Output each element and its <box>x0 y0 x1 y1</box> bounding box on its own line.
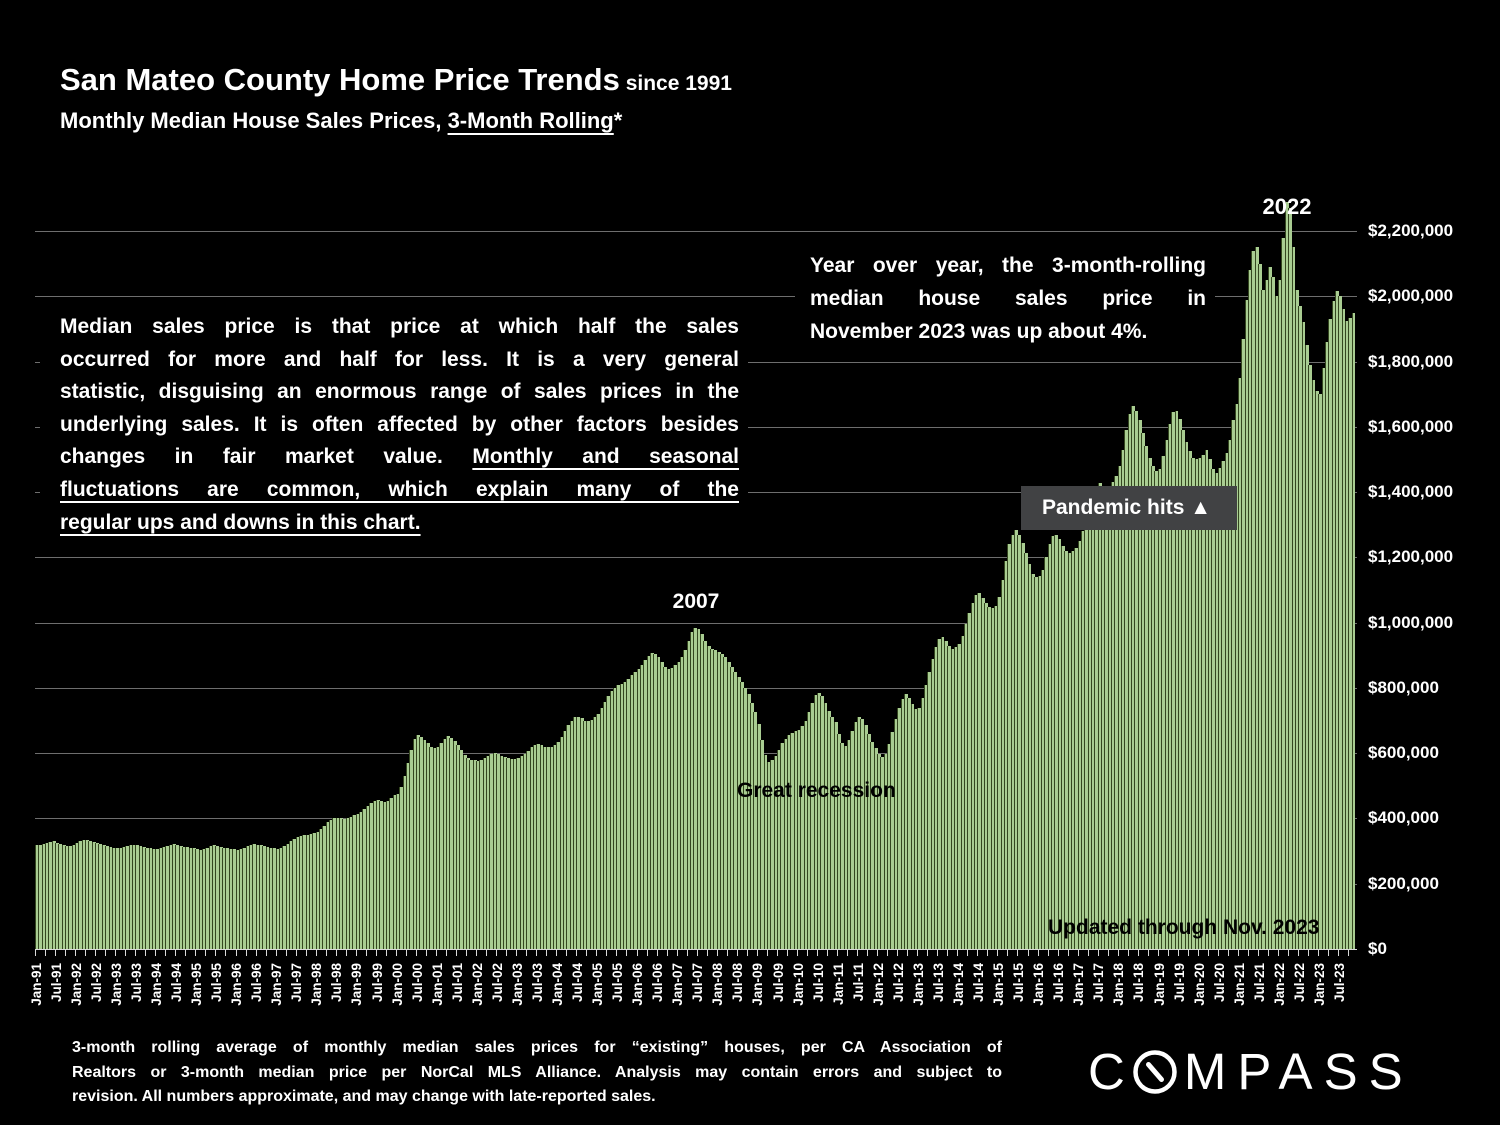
yoy-annotation-text <box>810 249 1206 348</box>
x-axis-label: Jul-19 <box>1171 963 1187 1003</box>
x-axis-label: Jul-99 <box>369 963 385 1003</box>
text-line: 3-month rolling average of monthly median sales prices for “existing” houses, per CA Association of <box>72 1039 1002 1056</box>
x-axis-label: Jul-95 <box>209 963 225 1003</box>
y-axis-label: $1,600,000 <box>1368 416 1454 436</box>
x-axis-label: Jul-10 <box>810 963 826 1003</box>
x-axis-label: Jan-17 <box>1071 963 1087 1006</box>
x-axis-label: Jan-22 <box>1271 963 1287 1006</box>
x-axis-label: Jan-09 <box>750 963 766 1006</box>
y-axis-label: $800,000 <box>1368 677 1439 697</box>
x-axis-label: Jan-95 <box>189 963 205 1006</box>
text-line: Year over year, the 3-month-rolling <box>810 254 1206 277</box>
x-axis-label: Jan-04 <box>549 963 565 1006</box>
x-axis-label: Jan-23 <box>1311 963 1327 1006</box>
y-axis-label: $400,000 <box>1368 808 1439 828</box>
compass-logo-mpass: MPASS <box>1183 1043 1414 1100</box>
subtitle-underlined: 3-Month Rolling <box>447 108 614 133</box>
great-recession-label: Great recession <box>737 779 896 802</box>
compass-o-icon <box>1132 1049 1178 1095</box>
x-axis-label: Jan-08 <box>710 963 726 1006</box>
x-axis-label: Jan-18 <box>1111 963 1127 1006</box>
x-axis-label: Jul-06 <box>650 963 666 1003</box>
x-axis-label: Jan-99 <box>349 963 365 1006</box>
y-axis-label: $1,000,000 <box>1368 612 1454 632</box>
x-axis-label: Jul-23 <box>1331 963 1347 1003</box>
x-axis-label: Jul-91 <box>48 963 64 1003</box>
compass-logo-c: C <box>1088 1043 1136 1100</box>
x-axis-label: Jan-94 <box>148 963 164 1006</box>
x-axis-label: Jul-09 <box>770 963 786 1003</box>
x-axis-label: Jan-10 <box>790 963 806 1006</box>
x-axis-label: Jul-15 <box>1011 963 1027 1003</box>
x-axis-label: Jul-97 <box>289 963 305 1003</box>
y-axis-label: $1,200,000 <box>1368 547 1454 567</box>
y-axis-label: $0 <box>1368 939 1387 958</box>
text-line: revision. All numbers approximate, and may change with late-reported sales. <box>72 1088 656 1105</box>
peak-2022-label: 2022 <box>1262 194 1312 219</box>
y-axis-label: $2,200,000 <box>1368 221 1454 241</box>
text-line: November 2023 was up about 4%. <box>810 320 1148 343</box>
x-axis-label: Jul-98 <box>329 963 345 1003</box>
compass-logo <box>1088 1042 1414 1102</box>
y-axis-label: $200,000 <box>1368 873 1439 893</box>
updated-through-label: Updated through Nov. 2023 <box>1048 916 1320 939</box>
x-axis-label: Jan-97 <box>269 963 285 1006</box>
peak-2007-label: 2007 <box>672 590 720 613</box>
title-main: San Mateo County Home Price Trends <box>60 62 620 97</box>
x-axis-label: Jan-16 <box>1031 963 1047 1006</box>
x-axis-label: Jan-96 <box>229 963 245 1006</box>
text-line: fluctuations are common, which explain many of the <box>60 477 739 501</box>
x-axis-label: Jan-19 <box>1151 963 1167 1006</box>
y-axis-label: $1,400,000 <box>1368 482 1454 502</box>
x-axis-label: Jul-96 <box>249 963 265 1003</box>
x-axis-label: Jan-06 <box>630 963 646 1006</box>
x-axis-label: Jan-02 <box>469 963 485 1006</box>
text-line: Median sales price is that price at which half the sales <box>60 315 739 338</box>
text-line: Realtors or 3-month median price per NorCal MLS Alliance. Analysis may contain errors and subject to <box>72 1063 1002 1081</box>
x-axis-label: Jul-20 <box>1211 963 1227 1003</box>
text-line: statistic, disguising an enormous range of sales prices in the <box>60 380 739 404</box>
x-axis-label: Jul-17 <box>1091 963 1107 1003</box>
x-axis-label: Jan-13 <box>910 963 926 1006</box>
y-axis-label: $1,800,000 <box>1368 351 1454 371</box>
text-line: changes in fair market value. Monthly and seasonal <box>60 445 740 469</box>
subtitle-asterisk: * <box>613 108 623 133</box>
x-axis-label: Jan-98 <box>309 963 325 1006</box>
x-axis-label: Jul-00 <box>409 963 425 1003</box>
x-axis-label: Jul-18 <box>1131 963 1147 1003</box>
x-axis-label: Jan-20 <box>1191 963 1207 1006</box>
x-axis-label: Jul-04 <box>570 963 586 1003</box>
y-axis-label: $600,000 <box>1368 743 1439 763</box>
page-subtitle <box>60 108 622 134</box>
x-axis-label: Jul-13 <box>930 963 946 1003</box>
x-axis-label: Jan-07 <box>670 963 686 1006</box>
page-title <box>60 62 732 98</box>
x-axis-label: Jan-93 <box>108 963 124 1006</box>
x-axis-label: Jan-15 <box>991 963 1007 1006</box>
x-axis-label: Jul-02 <box>489 963 505 1003</box>
x-axis-label: Jan-92 <box>68 963 84 1006</box>
text-line: regular ups and downs in this chart. <box>60 510 421 534</box>
x-axis-label: Jul-08 <box>730 963 746 1003</box>
median-explainer-text <box>60 311 739 539</box>
x-axis-label: Jul-05 <box>610 963 626 1003</box>
x-axis-label: Jan-05 <box>590 963 606 1006</box>
x-axis-label: Jan-11 <box>830 963 846 1006</box>
title-since: since 1991 <box>619 72 732 95</box>
text-line: median house sales price in <box>810 287 1206 310</box>
x-axis-label: Jan-00 <box>389 963 405 1006</box>
x-axis-label: Jan-14 <box>951 963 966 1006</box>
x-axis-label: Jul-16 <box>1051 963 1067 1003</box>
x-axis-label: Jul-01 <box>449 963 465 1003</box>
x-axis-label: Jul-07 <box>690 963 706 1003</box>
x-axis-label: Jul-21 <box>1251 963 1267 1003</box>
text-line: underlying sales. It is often affected by other factors besides <box>60 412 739 436</box>
y-axis-label: $2,000,000 <box>1368 286 1454 306</box>
x-axis-label: Jul-22 <box>1291 963 1307 1003</box>
x-axis-label: Jul-14 <box>971 963 987 1003</box>
x-axis-label: Jul-12 <box>890 963 906 1003</box>
x-axis-label: Jul-94 <box>169 963 185 1003</box>
x-axis-label: Jan-91 <box>28 963 44 1006</box>
pandemic-hits-label: Pandemic hits ▲ <box>1042 496 1211 519</box>
x-axis-label: Jul-11 <box>850 963 866 1002</box>
subtitle-plain: Monthly Median House Sales Prices, <box>60 108 448 133</box>
x-axis-label: Jan-12 <box>870 963 886 1006</box>
x-axis-label: Jan-21 <box>1231 963 1247 1006</box>
x-axis-label: Jan-03 <box>509 963 525 1006</box>
text-line: occurred for more and half for less. It is a very general <box>60 347 739 371</box>
x-axis-label: Jan-01 <box>429 963 445 1006</box>
pandemic-hits-callout <box>1021 486 1237 530</box>
x-axis-label: Jul-92 <box>88 963 104 1003</box>
footnote-text <box>72 1036 1002 1110</box>
x-axis-label: Jul-03 <box>529 963 545 1003</box>
x-axis-label: Jul-93 <box>128 963 144 1003</box>
